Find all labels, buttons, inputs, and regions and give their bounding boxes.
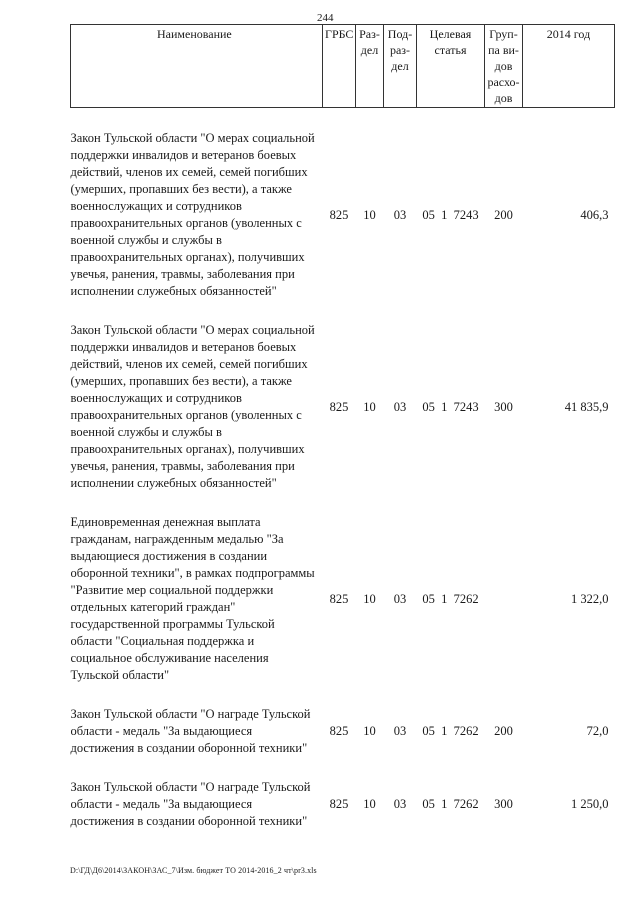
cel-subprogram-code: 1 — [441, 591, 448, 606]
row-razdel: 10 — [363, 207, 376, 222]
header-sum-2014: 2014 год — [523, 25, 615, 108]
row-podrazdel: 03 — [393, 591, 407, 606]
cel-subprogram-code: 1 — [441, 724, 448, 738]
row-vid: 300 — [494, 797, 513, 811]
cel-program-code: 05 — [422, 591, 435, 606]
row-celevaya-statya — [417, 779, 485, 830]
row-razdel: 10 — [363, 399, 376, 414]
header-razdel: Раз-дел — [356, 25, 384, 108]
header-podrazdel: Под-раз-дел — [384, 25, 417, 108]
cel-direction-code: 7262 — [453, 797, 479, 811]
row-vid: 300 — [494, 399, 513, 414]
header-grbs: ГРБС — [323, 25, 356, 108]
cel-program-code: 05 — [422, 797, 435, 811]
row-name: Единовременная денежная выплата гражданам, награжденным медалью "За выдающиеся достижения в создании оборонной техники", в рамках подпрограммы "Развитие мер социальной поддержки отдельных категорий граждан" государственной программы Тульской области "Социальная поддержка и социальное обслуживание населения Тульской области" — [70, 515, 315, 682]
row-razdel: 10 — [363, 724, 376, 738]
row-vid: 200 — [494, 724, 513, 738]
table-body — [71, 108, 615, 831]
row-podrazdel: 03 — [393, 207, 407, 222]
table-header — [71, 25, 615, 108]
row-vid — [485, 514, 523, 684]
cel-direction-code: 7243 — [453, 399, 479, 414]
table-row — [71, 779, 615, 830]
row-razdel: 10 — [363, 797, 376, 811]
row-grbs: 825 — [329, 591, 349, 606]
table-row — [71, 130, 615, 300]
row-sum: 1 322,0 — [571, 591, 609, 606]
row-grbs: 825 — [329, 724, 349, 738]
table-row — [71, 514, 615, 684]
cel-program-code: 05 — [422, 207, 435, 222]
row-celevaya-statya — [417, 706, 485, 757]
cel-subprogram-code: 1 — [441, 797, 448, 811]
row-razdel: 10 — [363, 591, 376, 606]
cel-program-code: 05 — [422, 399, 435, 414]
row-name: Закон Тульской области "О мерах социальной поддержки инвалидов и ветеранов боевых действий, членов их семей, семей погибших (умерших, пропавших без вести), а также военнослужащих и сотрудников правоохранительных органов (уволенных с военной службы и службы в правоохранительных органах), получивших увечья, ранения, травмы, заболевания при исполнении служебных обязанностей" — [70, 323, 315, 490]
row-name: Закон Тульской области "О награде Тульской области - медаль "За выдающиеся достижения в создании оборонной техники" — [70, 780, 311, 828]
row-celevaya-statya — [417, 130, 485, 300]
header-celevaya-statya: Целевая статья — [417, 25, 485, 108]
cel-direction-code: 7262 — [453, 724, 479, 738]
header-gruppa-vidov: Груп-па ви-дов расхо-дов — [485, 25, 523, 108]
cel-direction-code: 7243 — [453, 207, 479, 222]
table-row — [71, 706, 615, 757]
row-grbs: 825 — [329, 399, 349, 414]
row-podrazdel: 03 — [393, 399, 407, 414]
row-name: Закон Тульской области "О мерах социальной поддержки инвалидов и ветеранов боевых действий, членов их семей, семей погибших (умерших, пропавших без вести), а также военнослужащих и сотрудников правоохранительных органов (уволенных с военной службы и службы в правоохранительных органах), получивших увечья, ранения, травмы, заболевания при исполнении служебных обязанностей" — [70, 131, 315, 298]
row-sum: 41 835,9 — [564, 399, 609, 414]
cel-subprogram-code: 1 — [441, 399, 448, 414]
row-sum: 72,0 — [586, 724, 609, 738]
row-vid: 200 — [494, 207, 513, 222]
table-row — [71, 322, 615, 492]
page-number: 244 — [317, 12, 334, 24]
budget-table — [70, 24, 615, 830]
cel-direction-code: 7262 — [453, 591, 479, 606]
row-podrazdel: 03 — [393, 797, 407, 811]
row-name: Закон Тульской области "О награде Тульской области - медаль "За выдающиеся достижения в создании оборонной техники" — [70, 707, 311, 755]
cel-subprogram-code: 1 — [441, 207, 448, 222]
row-grbs: 825 — [329, 207, 349, 222]
footer-file-path: D:\ГД\Д6\2014\ЗАКОН\ЗАС_7\Изм. бюджет ТО 2014-2016_2 чт\pr3.xls — [70, 866, 317, 875]
row-sum: 406,3 — [580, 207, 609, 222]
row-grbs: 825 — [329, 797, 349, 811]
row-celevaya-statya — [417, 514, 485, 684]
header-name: Наименование — [71, 25, 323, 108]
row-podrazdel: 03 — [393, 724, 407, 738]
cel-program-code: 05 — [422, 724, 435, 738]
row-sum: 1 250,0 — [571, 797, 609, 811]
row-celevaya-statya — [417, 322, 485, 492]
